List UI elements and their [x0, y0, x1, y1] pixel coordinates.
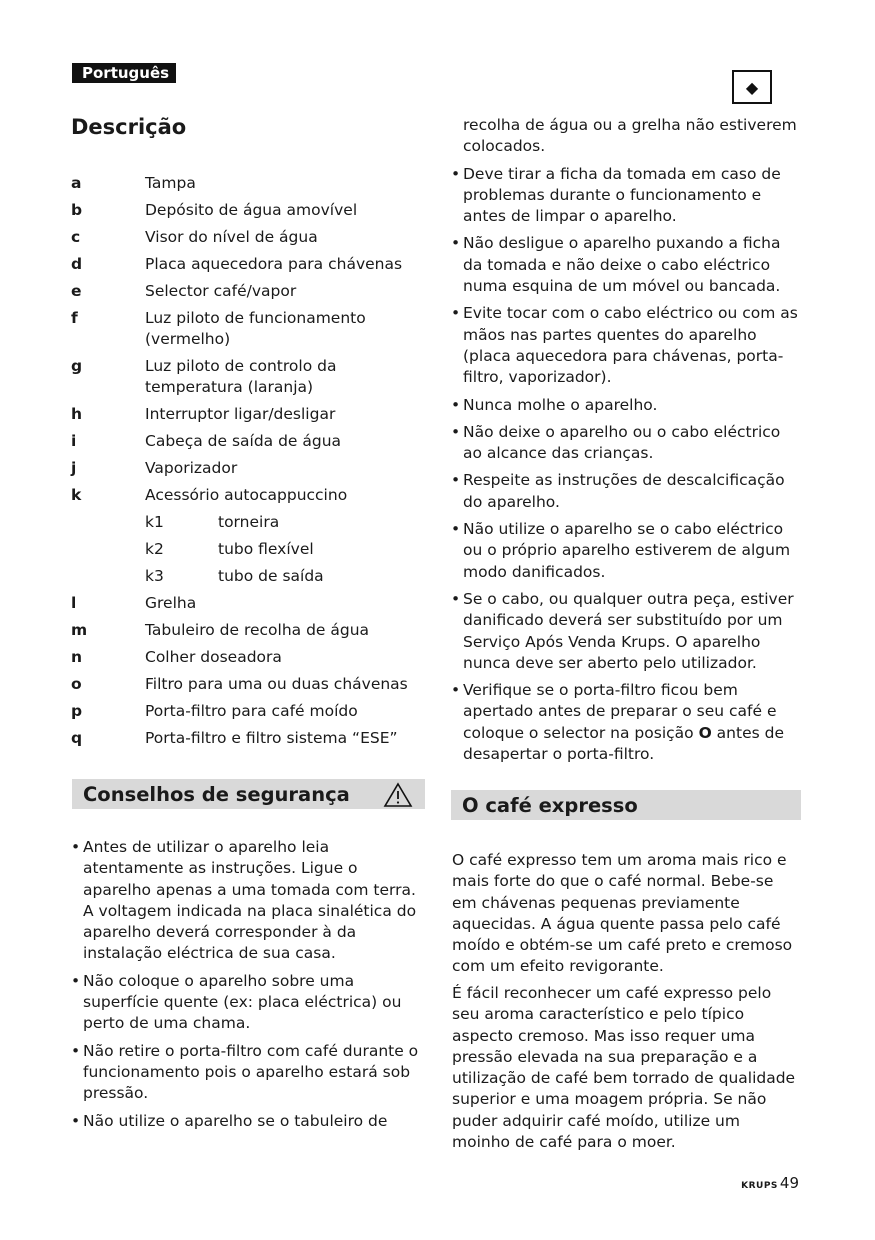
bullet-icon: • — [451, 422, 461, 441]
part-item — [71, 254, 431, 275]
bullet-icon: • — [451, 589, 461, 608]
espresso-paragraph: É fácil reconhecer um café expresso pelo seu aroma característico e pelo típico aspecto cremoso. Mas isso requer uma pressão elevada na sua preparação e a utilização de café bem torrado de qualidade superior e uma moagem própria. Se não puder adquirir café moído, utilize um moinho de café para o moer. — [452, 984, 796, 1152]
part-letter: m — [71, 621, 88, 639]
part-item — [71, 431, 431, 452]
list-item-text: Se o cabo, ou qualquer outra peça, estiver danificado deverá ser substituído por um Serviço Após Venda Krups. O aparelho nunca deve ser aberto pelo utilizador. — [463, 589, 794, 672]
part-desc: Depósito de água amovível — [145, 201, 358, 219]
list-item — [71, 1041, 426, 1105]
bullet-icon: • — [451, 164, 461, 183]
part-item — [71, 593, 431, 614]
diamond-nav-icon: ◆ — [732, 70, 772, 104]
part-item — [71, 485, 431, 506]
list-item-text: Não retire o porta-filtro com café durante o funcionamento pois o aparelho estará sob pressão. — [83, 1041, 419, 1103]
page-number: 49 — [779, 1174, 799, 1192]
part-letter: p — [71, 702, 83, 720]
list-item-text: Não utilize o aparelho se o tabuleiro de — [83, 1111, 388, 1130]
part-desc: Grelha — [145, 594, 197, 612]
part-desc: Luz piloto de funcionamento (vermelho) — [145, 309, 366, 348]
part-item — [71, 308, 431, 350]
list-item — [451, 395, 803, 416]
list-item — [451, 422, 803, 465]
part-desc: Luz piloto de controlo da temperatura (laranja) — [145, 357, 337, 396]
part-item — [71, 173, 431, 194]
list-item-continuation: recolha de água ou a grelha não estiverem colocados. — [463, 116, 797, 156]
list-item — [451, 680, 803, 765]
part-letter: q — [71, 729, 83, 747]
part-item — [71, 458, 431, 479]
language-tag: Português — [72, 63, 176, 83]
part-desc: Colher doseadora — [145, 648, 282, 666]
safety-title: Conselhos de segurança — [83, 782, 350, 806]
subpart-code: k3 — [145, 567, 164, 585]
part-letter: a — [71, 174, 82, 192]
bullet-icon: • — [451, 520, 461, 539]
espresso-title: O café expresso — [462, 793, 638, 817]
part-desc: Visor do nível de água — [145, 228, 318, 246]
part-letter: g — [71, 357, 83, 375]
list-item — [71, 1111, 426, 1132]
part-item — [71, 647, 431, 668]
subpart-desc: torneira — [218, 513, 280, 531]
espresso-paragraph: O café expresso tem um aroma mais rico e mais forte do que o café normal. Bebe-se em chávenas pequenas previamente aquecidas. A água quente passa pelo café moído e obtém-se um café preto e cremoso com um efeito revigorante. — [452, 851, 793, 976]
subpart-desc: tubo flexível — [218, 540, 314, 558]
list-item — [451, 164, 803, 228]
bullet-icon: • — [451, 234, 461, 253]
safety-section-header — [72, 779, 425, 809]
part-item — [71, 227, 431, 248]
last-bullet-after: antes de desapertar o porta-filtro. — [463, 723, 784, 764]
part-letter: i — [71, 432, 77, 450]
bullet-icon: • — [71, 1041, 81, 1060]
list-item-text: Não coloque o aparelho sobre uma superfície quente (ex: placa eléctrica) ou perto de uma chama. — [83, 971, 402, 1033]
safety-list-left — [71, 837, 426, 1138]
part-desc: Porta-filtro e filtro sistema “ESE” — [145, 729, 398, 747]
part-item — [71, 728, 431, 749]
part-desc: Vaporizador — [145, 459, 238, 477]
part-desc: Porta-filtro para café moído — [145, 702, 358, 720]
page-title: Descrição — [71, 115, 187, 139]
brand-logo: KRUPS — [741, 1181, 778, 1191]
list-item — [451, 470, 803, 513]
part-letter: o — [71, 675, 82, 693]
list-item-text: Antes de utilizar o aparelho leia atentamente as instruções. Ligue o aparelho apenas a uma tomada com terra. A voltagem indicada na placa sinalética do aparelho deverá corresponder à da instalação eléctrica de sua casa. — [83, 838, 417, 963]
selector-position-label: O — [698, 723, 712, 742]
list-item-text: Não desligue o aparelho puxando a ficha da tomada e não deixe o cabo eléctrico numa esquina de um móvel ou bancada. — [463, 234, 781, 296]
last-bullet-before: Verifique se o porta-filtro ficou bem apertado antes de preparar o seu café e coloque o selector na posição — [463, 681, 777, 742]
list-item — [451, 519, 803, 583]
list-item-text: Respeite as instruções de descalcificação do aparelho. — [463, 471, 785, 511]
part-item — [71, 200, 431, 221]
espresso-section-header — [451, 790, 801, 820]
part-item — [71, 356, 431, 398]
part-letter: j — [71, 459, 77, 477]
list-item-text: Não deixe o aparelho ou o cabo eléctrico ao alcance das crianças. — [463, 422, 781, 463]
list-item — [71, 837, 426, 965]
subpart-item — [71, 539, 431, 560]
warning-triangle-icon — [383, 782, 413, 808]
page-footer — [741, 1174, 799, 1192]
part-letter: d — [71, 255, 83, 273]
bullet-icon: • — [451, 471, 461, 490]
part-letter: e — [71, 282, 82, 300]
list-item — [451, 303, 803, 388]
list-item — [451, 589, 803, 674]
bullet-icon: • — [451, 304, 461, 323]
part-desc: Filtro para uma ou duas chávenas — [145, 675, 408, 693]
part-desc: Cabeça de saída de água — [145, 432, 342, 450]
bullet-icon: • — [71, 1111, 81, 1130]
subpart-code: k2 — [145, 540, 164, 558]
list-item-text: Nunca molhe o aparelho. — [463, 395, 658, 414]
subpart-item — [71, 566, 431, 587]
part-letter: n — [71, 648, 83, 666]
parts-list — [71, 173, 431, 755]
list-item-text: Deve tirar a ficha da tomada em caso de problemas durante o funcionamento e antes de limpar o aparelho. — [463, 164, 781, 226]
list-item — [71, 971, 426, 1035]
part-desc: Tampa — [145, 174, 196, 192]
list-item-text: Evite tocar com o cabo eléctrico ou com as mãos nas partes quentes do aparelho (placa aquecedora para chávenas, porta-filtro, vaporizador). — [463, 304, 798, 387]
part-item — [71, 620, 431, 641]
part-desc: Selector café/vapor — [145, 282, 297, 300]
part-item — [71, 701, 431, 722]
bullet-icon: • — [451, 681, 461, 700]
part-desc: Acessório autocappuccino — [145, 486, 348, 504]
part-desc: Tabuleiro de recolha de água — [145, 621, 370, 639]
part-desc: Placa aquecedora para chávenas — [145, 255, 403, 273]
part-letter: h — [71, 405, 83, 423]
part-item — [71, 281, 431, 302]
subpart-desc: tubo de saída — [218, 567, 324, 585]
part-letter: k — [71, 486, 82, 504]
subpart-item — [71, 512, 431, 533]
part-letter: f — [71, 309, 78, 327]
list-item-text: Não utilize o aparelho se o cabo eléctrico ou o próprio aparelho estiverem de algum modo danificados. — [463, 520, 791, 581]
part-letter: l — [71, 594, 77, 612]
bullet-icon: • — [71, 838, 81, 856]
part-letter: b — [71, 201, 83, 219]
subpart-code: k1 — [145, 513, 164, 531]
part-desc: Interruptor ligar/desligar — [145, 405, 336, 423]
part-item — [71, 674, 431, 695]
part-item — [71, 404, 431, 425]
bullet-icon: • — [451, 395, 461, 414]
list-item-text — [463, 680, 803, 765]
part-letter: c — [71, 228, 81, 246]
bullet-icon: • — [71, 971, 81, 990]
list-item — [451, 233, 803, 297]
safety-list-right — [451, 115, 803, 771]
